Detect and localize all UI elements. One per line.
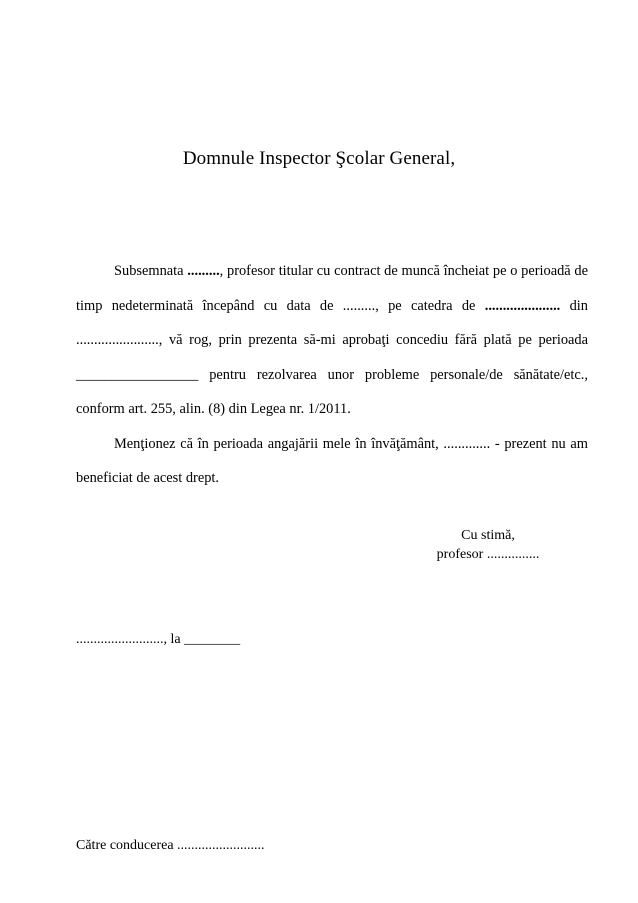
- signature-block: [388, 526, 588, 564]
- footer-recipient: Către conducerea .........................: [76, 838, 265, 853]
- paragraph-text-3: din ......................., vă rog, prin prezenta să-mi aprobaţi concediu fără plată pe perioada _________________ pentru rezolvarea unor probleme personale/de sănătate/etc., conform art. 255, alin. (8) din Legea nr. 1/2011.: [76, 297, 588, 417]
- name-blank: .........: [187, 263, 220, 279]
- paragraph-text-2: , profesor titular cu contract de muncă încheiat pe o perioadă de timp nedeterminată începând cu data de ........., pe catedra de: [76, 263, 588, 314]
- document-title: Domnule Inspector Şcolar General,: [182, 148, 456, 169]
- paragraph-text-1: Subsemnata: [114, 263, 188, 279]
- request-paragraph: [76, 254, 588, 427]
- signature-line: profesor ...............: [436, 547, 540, 562]
- salutation: Cu stimă,: [461, 528, 515, 543]
- place-date-line: ........................., la ________: [76, 632, 241, 647]
- mention-paragraph: Menţionez că în perioada angajării mele în învăţământ, ............. - prezent nu am beneficiat de acest drept.: [76, 435, 588, 486]
- document-body: [76, 254, 588, 496]
- catedra-blank: .....................: [484, 297, 561, 314]
